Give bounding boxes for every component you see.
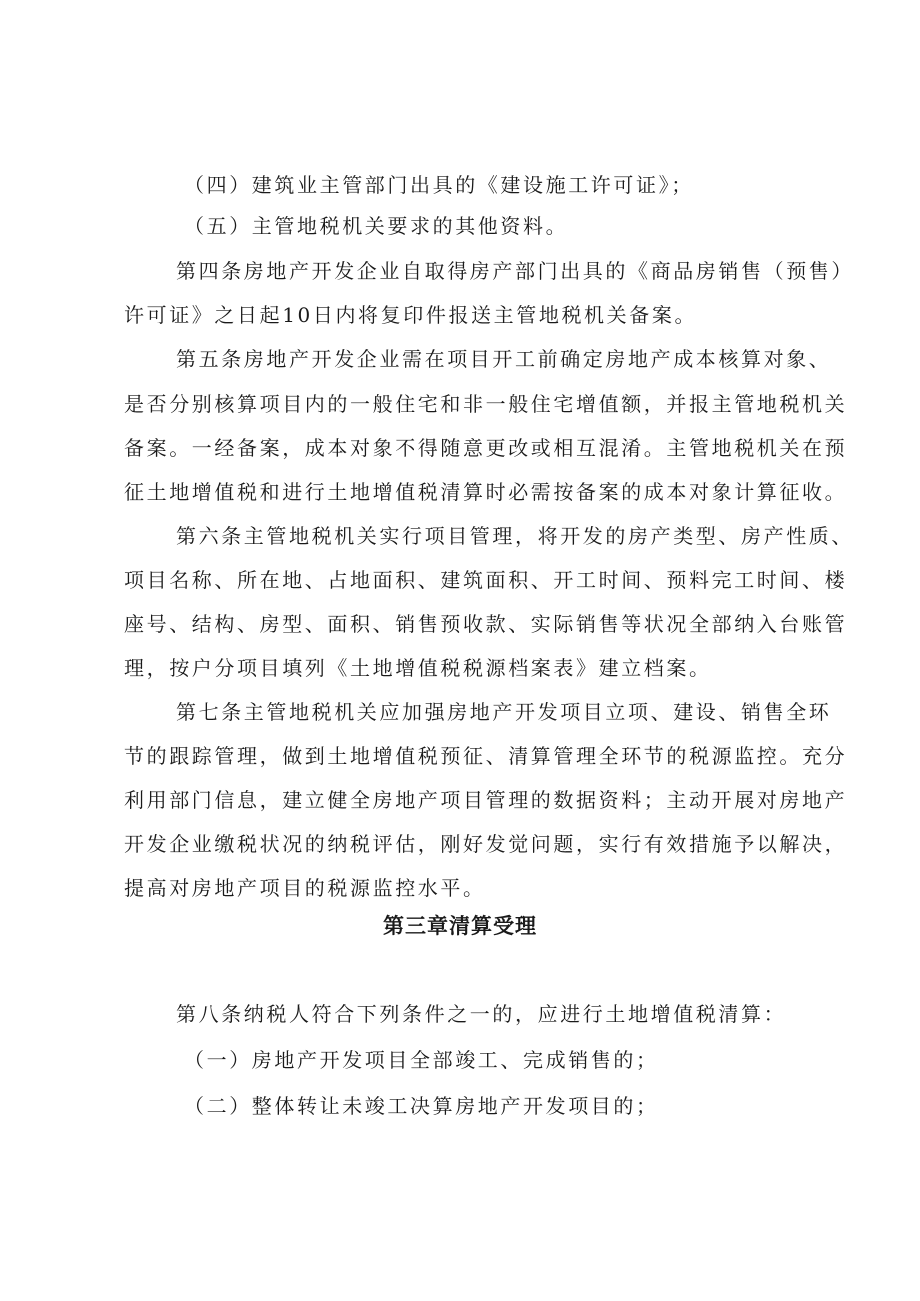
article-7-line-1: 第七条主管地税机关应加强房地产开发项目立项、建设、销售全环	[176, 700, 832, 724]
article-5-line-1: 第五条房地产开发企业需在项目开工前确定房地产成本核算对象、	[176, 347, 832, 371]
article-8-line-1: 第八条纳税人符合下列条件之一的，应进行土地增值税清算：	[176, 1002, 787, 1026]
article-7-line-4: 开发企业缴税状况的纳税评估，刚好发觉问题，实行有效措施予以解决，	[124, 832, 848, 856]
article-6-line-2: 项目名称、所在地、占地面积、建筑面积、开工时间、预料完工时间、楼	[124, 568, 848, 592]
article-7-line-5: 提高对房地产项目的税源监控水平。	[124, 876, 486, 900]
item-4-line-1: （四）建筑业主管部门出具的《建设施工许可证》；	[184, 173, 694, 197]
item-5-line-1: （五）主管地税机关要求的其他资料。	[184, 214, 569, 238]
article-5-line-2: 是否分别核算项目内的一般住宅和非一般住宅增值额，并报主管地税机关	[124, 392, 848, 416]
article-4-line-2: 许可证》之日起10日内将复印件报送主管地税机关备案。	[124, 303, 698, 327]
article-5-line-3: 备案。一经备案，成本对象不得随意更改或相互混淆。主管地税机关在预	[124, 436, 848, 460]
article-6-line-3: 座号、结构、房型、面积、销售预收款、实际销售等状况全部纳入台账管	[124, 612, 848, 636]
chapter-heading: 第三章清算受理	[383, 914, 537, 938]
article-6-line-4: 理，按户分项目填列《土地增值税税源档案表》建立档案。	[124, 656, 712, 680]
item-2-line-1: （二）整体转让未竣工决算房地产开发项目的；	[184, 1094, 659, 1118]
article-5-line-4: 征土地增值税和进行土地增值税清算时必需按备案的成本对象计算征收。	[124, 480, 848, 504]
article-4-line-1: 第四条房地产开发企业自取得房产部门出具的《商品房销售（预售）	[176, 259, 854, 283]
article-6-line-1: 第六条主管地税机关实行项目管理，将开发的房产类型、房产性质、	[176, 524, 854, 548]
article-7-line-3: 利用部门信息，建立健全房地产项目管理的数据资料；主动开展对房地产	[124, 788, 848, 812]
article-7-line-2: 节的跟踪管理，做到土地增值税预征、清算管理全环节的税源监控。充分	[124, 744, 848, 768]
item-1-line-1: （一）房地产开发项目全部竣工、完成销售的；	[184, 1048, 659, 1072]
